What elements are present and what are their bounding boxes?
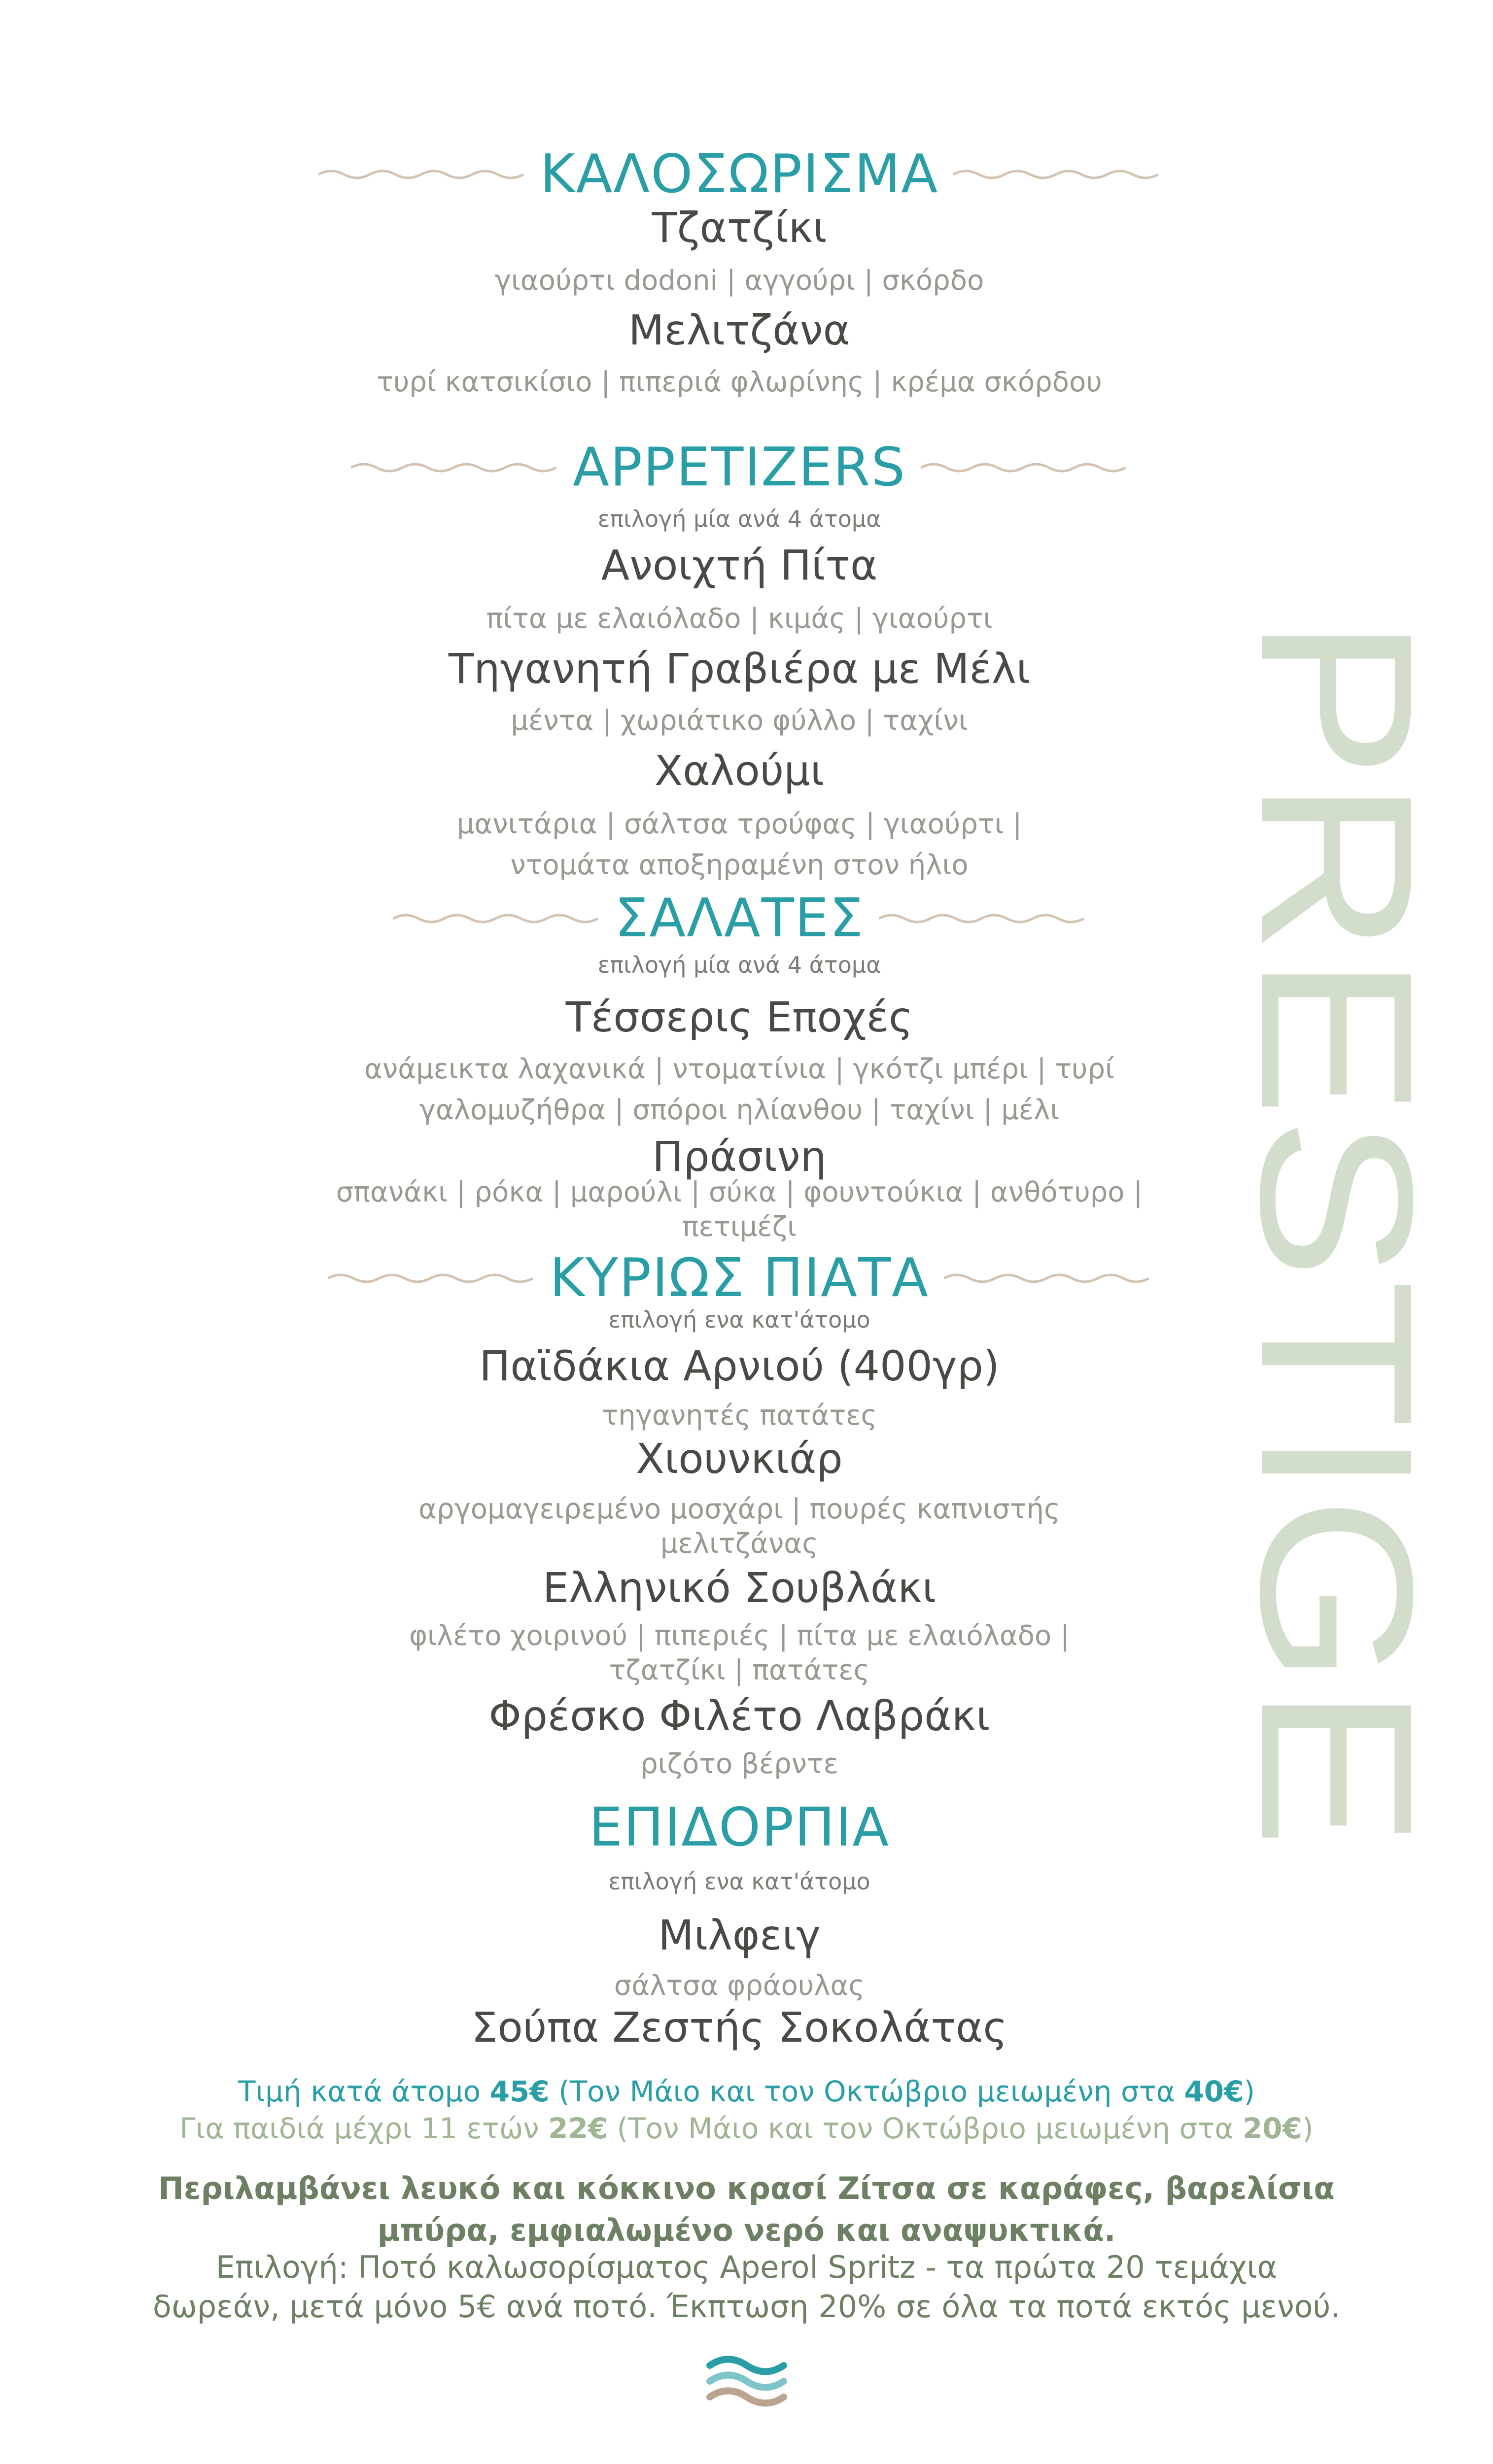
section-title-salads: ΣΑΛΑΤΕΣ xyxy=(614,888,865,949)
dish-description: πετιμέζι xyxy=(682,1211,797,1243)
section-header-salads xyxy=(197,888,1282,949)
price-amount: 40€ xyxy=(1184,2075,1244,2108)
dish-description: ντομάτα αποξηραμένη στον ήλιο xyxy=(510,849,969,881)
option-text: Επιλογή: Ποτό καλωσορίσματος Aperol Spritz - τα πρώτα 20 τεμάχια xyxy=(215,2249,1278,2285)
dish-name: Χαλούμι xyxy=(654,747,825,795)
dish-name: Τέσσερις Εποχές xyxy=(565,993,913,1041)
dish-name: Τζατζίκι xyxy=(652,204,827,252)
price-amount: 45€ xyxy=(489,2075,550,2108)
price-text: ) xyxy=(1244,2075,1255,2108)
dish-description: μανιτάρια | σάλτσα τρούφας | γιαούρτι | xyxy=(456,808,1022,840)
dish-description: μελιτζάνας xyxy=(660,1528,819,1560)
section-header-desserts xyxy=(197,1797,1282,1858)
dish-description: τηγανητές πατάτες xyxy=(601,1400,877,1432)
price-text: ) xyxy=(1302,2112,1314,2145)
dish-name: Πράσινη xyxy=(652,1132,827,1181)
section-title-appetizers: APPETIZERS xyxy=(572,437,906,498)
section-note: επιλογή ενα κατ'άτομο xyxy=(608,1306,870,1333)
dish-name: Παϊδάκια Αρνιού (400γρ) xyxy=(479,1342,1000,1390)
includes-text: μπύρα, εμφιαλωμένο νερό και αναψυκτικά. xyxy=(377,2212,1116,2248)
wave-ornament-icon xyxy=(318,165,525,184)
dish-name: Μιλφειγ xyxy=(658,1911,821,1959)
price-text: (Τον Μάιο και τον Οκτώβριο μειωμένη στα xyxy=(608,2112,1243,2145)
price-text: Τιμή κατά άτομο xyxy=(238,2075,490,2108)
section-note: επιλογή μία ανά 4 άτομα xyxy=(597,952,881,978)
dish-description: αργομαγειρεμένο μοσχάρι | πουρές καπνιστής xyxy=(418,1493,1060,1525)
section-title-welcome: ΚΑΛΟΣΩΡΙΣΜΑ xyxy=(540,143,939,205)
dish-description: γιαούρτι dodoni | αγγούρι | σκόρδο xyxy=(494,265,984,297)
wave-ornament-icon xyxy=(393,909,600,928)
section-note: επιλογή ενα κατ'άτομο xyxy=(608,1868,870,1895)
dish-description: τζατζίκι | πατάτες xyxy=(609,1654,870,1686)
dish-description: ριζότο βέρντε xyxy=(640,1748,838,1780)
section-note: επιλογή μία ανά 4 άτομα xyxy=(597,506,881,532)
dish-name: Μελιτζάνα xyxy=(628,306,850,354)
option-text: δωρεάν, μετά μόνο 5€ ανά ποτό. Έκπτωση 20% σε όλα τα ποτά εκτός μενού. xyxy=(152,2289,1341,2325)
wave-ornament-icon xyxy=(351,458,558,478)
price-text: (Τον Μάιο και τον Οκτώβριο μειωμένη στα xyxy=(549,2075,1184,2108)
wave-ornament-icon xyxy=(879,909,1086,928)
dish-name: Τηγανητή Γραβιέρα με Μέλι xyxy=(448,645,1031,693)
dish-name: Ελληνικό Σουβλάκι xyxy=(542,1564,937,1612)
dish-name: Χιουνκιάρ xyxy=(636,1435,843,1483)
price-text: Για παιδιά μέχρι 11 ετών xyxy=(179,2112,549,2145)
wave-ornament-icon xyxy=(953,165,1160,184)
includes-text: Περιλαμβάνει λευκό και κόκκινο κρασί Ζίτσα σε καράφες, βαρελίσια xyxy=(158,2170,1335,2206)
dish-description: σπανάκι | ρόκα | μαρούλι | σύκα | φουντούκια | ανθότυρο | xyxy=(336,1176,1143,1208)
price-amount: 22€ xyxy=(548,2112,608,2145)
dish-description: σάλτσα φράουλας xyxy=(614,1970,865,2002)
dish-description: ανάμεικτα λαχανικά | ντοματίνια | γκότζι μπέρι | τυρί xyxy=(364,1053,1114,1085)
dish-description: μέντα | χωριάτικο φύλλο | ταχίνι xyxy=(511,705,968,737)
section-title-desserts: ΕΠΙΔΟΡΠΙΑ xyxy=(589,1797,890,1858)
wave-ornament-icon xyxy=(921,458,1128,478)
wave-ornament-icon xyxy=(328,1268,535,1288)
dish-description: γαλομυζήθρα | σπόροι ηλίανθου | ταχίνι | μέλι xyxy=(419,1094,1060,1126)
waves-logo-icon xyxy=(700,2346,794,2415)
dish-name: Σούπα Ζεστής Σοκολάτας xyxy=(471,2003,1007,2052)
section-header-mains xyxy=(197,1247,1282,1309)
side-title xyxy=(1168,616,1484,1907)
section-header-welcome xyxy=(197,143,1282,205)
dish-name: Ανοιχτή Πίτα xyxy=(601,541,878,589)
dish-description: πίτα με ελαιόλαδο | κιμάς | γιαούρτι xyxy=(486,603,993,635)
dish-description: φιλέτο χοιρινού | πιπεριές | πίτα με ελαιόλαδο | xyxy=(409,1620,1070,1652)
section-title-mains: ΚΥΡΙΩΣ ΠΙΑΤΑ xyxy=(550,1247,929,1309)
price-adult xyxy=(0,2077,1493,2106)
dish-description: τυρί κατσικίσιο | πιπεριά φλωρίνης | κρέμα σκόρδου xyxy=(377,366,1102,398)
dish-name: Φρέσκο Φιλέτο Λαβράκι xyxy=(488,1692,990,1740)
section-header-appetizers xyxy=(197,437,1282,498)
wave-ornament-icon xyxy=(944,1268,1151,1288)
price-amount: 20€ xyxy=(1242,2112,1302,2145)
price-child xyxy=(0,2114,1493,2143)
side-title-text: PRESTIGE xyxy=(1215,616,1458,1712)
